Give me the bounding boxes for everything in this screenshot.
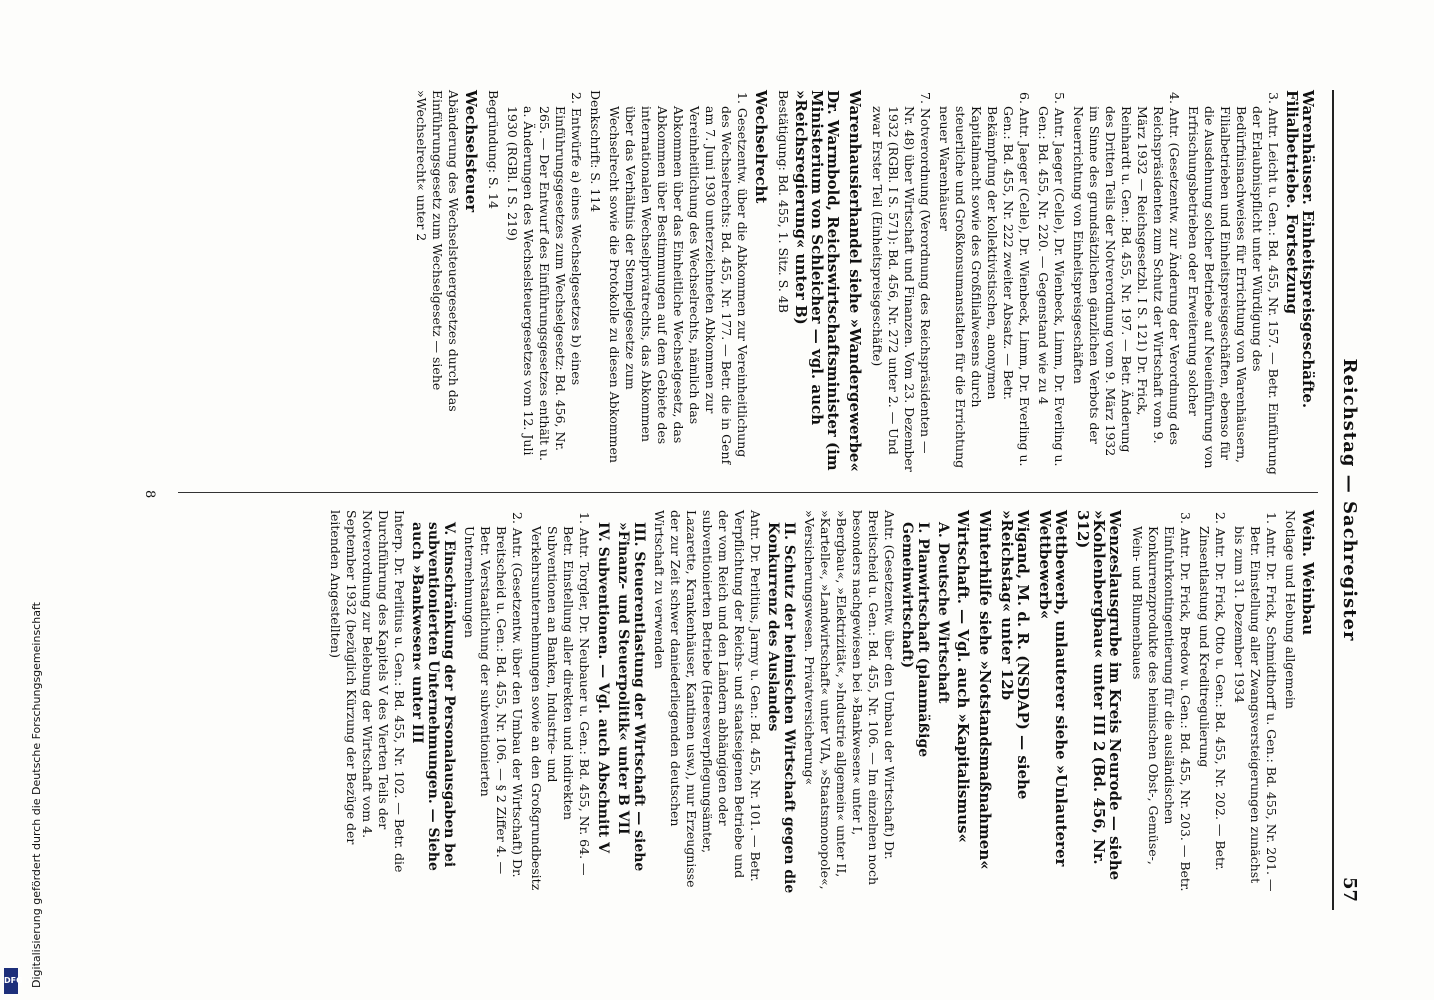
entry-heading: Wenzeslausgrube im Kreis Neurode — siehe »Kohlenbergbau« unter III 2 (Bd. 456, Nr. 312) <box>1074 510 1124 881</box>
entry-text: 2. Antr. Dr. Frick, Otto u. Gen.: Bd. 455, Nr. 202. — Betr. Zinsentlastung und Kreditregulierung <box>1197 512 1228 871</box>
column-divider <box>178 492 1318 493</box>
entry-text: 1. Gesetzentw. über die Abkommen zur Vereinheitlichung des Wechselrechts: Bd. 455, Nr. 177. — Betr. die in Genf am 7. Juni 1930 unterzeichneten Abkommen zur Vereinheitlichung des Wechselrechts, nämlich das Abkommen über das Einheitliche Wechselgesetz, das Abkommen über Bestimmungen auf dem Gebiete des internationalen Wechselprivatrechts, das Abkommen über das Verhältnis der Stempelgesetze zum Wechselrecht sowie die Protokolle zu diesen Abkommen <box>607 92 750 465</box>
entry-text: 2. Entwürfe a) eines Wechselgesetzes b) eines Einführungsgesetzes zum Wechselgesetz: Bd. 456, Nr. 265. — Der Entwurf des Einführungsgesetzes enthält u. a. Änderungen des Wechselsteuergesetzes vom 12. Juli 1930 (RGBl. I S. 219) <box>505 92 584 461</box>
entry-heading: Wein. Weinbau <box>1299 510 1317 636</box>
entry-subheading: III. Steuerentlastung der Wirtschaft — siehe »Finanz- und Steuerpolitik« unter B VII <box>615 522 647 872</box>
entry-text: 2. Antr. (Gesetzentw. über den Umbau der Wirtschaft) Dr. Breitscheid u. Gen.: Bd. 455, Nr. 106. — § 2 Ziffer 4. — Betr. Verstaatlichung der subventionierten Unternehmungen <box>462 512 525 878</box>
right-column <box>327 510 1322 895</box>
entry-heading: Wirtschaft. — Vgl. auch »Kapitalismus« <box>954 510 972 843</box>
entry-text: Bestätigung: Bd. 455, 1. Sitz. S. 4B <box>776 90 791 313</box>
entry-text: Denkschrift: S. 114 <box>588 90 603 213</box>
entry-heading: Warenhäuser. Einheitspreisgeschäfte. Filialbetriebe. Fortsetzung <box>1283 90 1317 409</box>
entry-subheading: II. Schutz der heimischen Wirtschaft gegen die Konkurrenz des Auslandes <box>765 522 797 894</box>
entry-text: 1. Antr. Torgler, Dr. Neubauer u. Gen.: Bd. 455, Nr. 64. — Betr. Einstellung aller direkten und indirekten Subventionen an Banken, Industrie- und Verkehrsunternehmungen sowie an den Großgrundbesitz <box>529 512 592 891</box>
entry-heading: Wettbewerb, unlauterer siehe »Unlauterer Wettbewerb« <box>1036 510 1070 867</box>
entry-heading: Dr. Warmbold, Reichswirtschaftsminister (im Ministerium von Schleicher — vgl. auch »Reichsregierung« unter B) <box>792 90 842 471</box>
entry-text: Interp. Dr. Perlitius u. Gen.: Bd. 455, Nr. 102. — Betr. die Durchführung des Kapitels V des Vierten Teils der Notverordnung zur Belebung der Wirtschaft vom 4. September 1932 (bezüglich Kürzung der Bezüge der leitenden Angestellten) <box>328 510 407 873</box>
entry-text: 3. Antr. Leicht u. Gen.: Bd. 455, Nr. 157. — Betr. Einführung der Erlaubnispflicht unter Würdigung des Bedürfnisnachweises für Errichtung von Warenhäusern, Filialbetrieben und Einheitspreisgeschäften, ebenso für die Ausdehnung solcher Betriebe auf Neueinführung von Erfrischungsbetrieben oder Erweiterung solcher <box>1186 92 1281 475</box>
entry-heading: Wechselrecht <box>752 90 770 204</box>
entry-text: Antr. (Gesetzentw. über den Umbau der Wirtschaft) Dr. Breitscheid u. Gen.: Bd. 455, Nr. 106. — Im einzelnen noch besonders nachgewiesen bei »Bankwesen« unter I, »Bergbau«, »Elektrizität«, »Industrie allgemein« unter II, »Kartelle«, »Landwirtschaft« unter VIA, »Staatsmonopole«, »Versicherungswesen. Privatversicherung« <box>802 510 897 890</box>
page-number: 57 <box>1339 876 1360 902</box>
digitization-credit <box>12 0 43 996</box>
left-column <box>413 90 1322 475</box>
footer-page-number: 8 <box>142 490 157 499</box>
entry-text: 3. Antr. Dr. Frick, Bredow u. Gen.: Bd. 455, Nr. 203. — Betr. Einfuhrkontingentierung für die ausländischen Konkurrenzprodukte des heimischen Obst-, Gemüse-, Wein- und Blumenbaues <box>1130 512 1193 892</box>
entry-text: 4. Antr. (Gesetzentw. zur Änderung der Verordnung des Reichspräsidenten zum Schutz der Wirtschaft vom 9. März 1932 — Reichsgesetzbl. I S. 121) Dr. Frick, Reinhardt u. Gen.: Bd. 455, Nr. 197. — Betr. Änderung des Dritten Teils der Notverordnung vom 9. März 1932 im Sinne des grundsätzlichen gänzlichen Verbots der Neuerrichtung von Einheitspreisgeschäften <box>1071 92 1182 457</box>
entry-heading: Warenhausierhandel siehe »Wandergewerbe« <box>846 90 864 472</box>
entry-text: Begründung: S. 14 <box>486 90 501 209</box>
entry-subheading: I. Planwirtschaft (planmäßige Gemeinwirtschaft) <box>899 522 931 758</box>
digitization-credit-text: Digitalisierung gefördert durch die Deutsche Forschungsgemeinschaft <box>30 602 43 988</box>
entry-subheading: A. Deutsche Wirtschaft <box>935 522 951 704</box>
entry-text: 1. Antr. Dr. Frick, Schmidthorff u. Gen.: Bd. 455, Nr. 201. — Betr. Einstellung aller Zwangsversteigerungen zunächst bis zum 31. Dezember 1934 <box>1232 512 1279 892</box>
entry-subheading: V. Einschränkung der Personalausgaben bei subventionierten Unternehmungen. — Siehe auch »Bankwesen« unter III <box>409 522 457 871</box>
entry-text: 6. Antr. Jaeger (Celle), Dr. Wienbeck, Limm, Dr. Everling u. Gen.: Bd. 455, Nr. 222 zweiter Absatz. — Betr. Bekämpfung der kollektivistischen, anonymen Kapitalmacht sowie des Großfilialwesens durch steuerliche und Großkonsumanstalten für die Errichtung neuer Warenhäuser <box>937 92 1032 469</box>
entry-text: 7. Notverordnung (Verordnung des Reichspräsidenten — Nr. 48) über Wirtschaft und Finanzen. Vom 23. Dezember 1932 (RGBl. I S. 571): Bd. 456, Nr. 272 unter 2. — Und zwar Erster Teil (Einheitspreisgeschäfte) <box>870 92 933 472</box>
dfg-logo: DFG <box>4 968 18 994</box>
entry-heading: Wigand, M. d. R. (NSDAP) — siehe »Reichstag« unter 12b <box>998 510 1032 800</box>
rotated-page-content <box>122 90 1362 910</box>
entry-subheading: IV. Subventionen. — Vgl. auch Abschnitt V <box>595 522 611 853</box>
entry-heading: Winterhilfe siehe »Notstandsmaßnahmen« <box>976 510 994 870</box>
entry-text: Notlage und Hebung allgemein <box>1283 510 1298 709</box>
entry-text: Abänderung des Wechselsteuergesetzes durch das Einführungsgesetz zum Wechselgesetz — siehe »Wechselrecht« unter 2 <box>414 90 461 412</box>
entry-text: Antr. Dr. Perlitius, Jarmy u. Gen.: Bd. 455, Nr. 101. — Betr. Verpflichtung der Reichs- und staatseigenen Betriebe und der vom Reich und den Ländern abhängigen oder subventionierten Betriebe (Heeresverpflegungsämter, Lazarette, Krankenhäuser, Kantinen usw.), nur Erzeugnisse der zur Zeit schwer daniederliegenden deutschen Wirtschaft zu verwenden <box>652 510 763 888</box>
entry-text: 5. Antr. Jaeger (Celle), Dr. Wienbeck, Limm, Dr. Everling u. Gen.: Bd. 455, Nr. 220. — Gegenstand wie zu 4 <box>1036 92 1067 467</box>
entry-heading: Wechselsteuer <box>462 90 480 213</box>
running-head <box>1332 90 1362 910</box>
running-head-title: Reichstag — Sachregister <box>1339 358 1360 642</box>
